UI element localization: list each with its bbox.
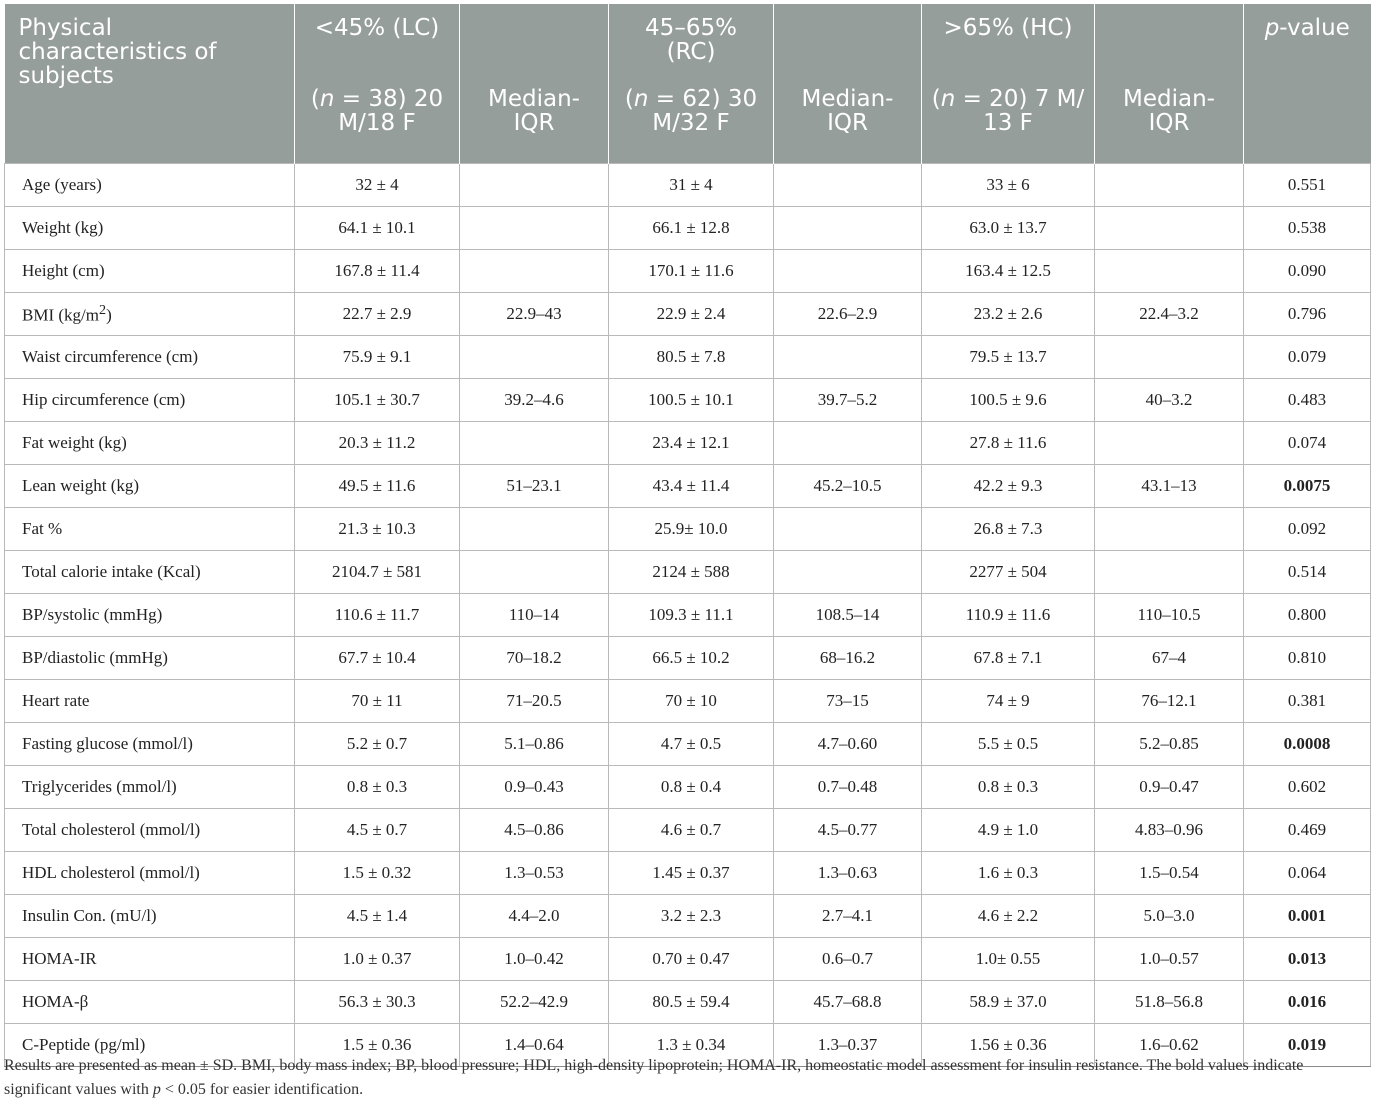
iqr-hc bbox=[1095, 422, 1244, 465]
row-label bbox=[5, 164, 295, 207]
row-label bbox=[5, 336, 295, 379]
table-row bbox=[5, 293, 1371, 336]
iqr-lc: 71–20.5 bbox=[460, 680, 609, 723]
header-blank-hc bbox=[1095, 4, 1244, 80]
p-value: 0.810 bbox=[1244, 637, 1371, 680]
value-lc: 110.6 ± 11.7 bbox=[295, 594, 460, 637]
row-label bbox=[5, 680, 295, 723]
header-blank-lc bbox=[460, 4, 609, 80]
table-row bbox=[5, 336, 1371, 379]
row-label-text: Lean weight (kg) bbox=[22, 476, 140, 495]
value-rc: 100.5 ± 10.1 bbox=[609, 379, 774, 422]
value-rc: 66.1 ± 12.8 bbox=[609, 207, 774, 250]
value-rc: 70 ± 10 bbox=[609, 680, 774, 723]
value-lc: 105.1 ± 30.7 bbox=[295, 379, 460, 422]
iqr-hc: 1.0–0.57 bbox=[1095, 938, 1244, 981]
value-hc: 1.56 ± 0.36 bbox=[922, 1024, 1095, 1067]
header-characteristics: Physical characteristics of subjects bbox=[5, 4, 295, 164]
row-label-text: HOMA-IR bbox=[22, 949, 97, 968]
value-lc: 21.3 ± 10.3 bbox=[295, 508, 460, 551]
header-median-lc: Median-IQR bbox=[460, 80, 609, 164]
value-lc: 4.5 ± 0.7 bbox=[295, 809, 460, 852]
iqr-rc: 22.6–2.9 bbox=[774, 293, 922, 336]
row-label bbox=[5, 895, 295, 938]
table-header bbox=[5, 4, 1371, 164]
header-group-lc: <45% (LC) bbox=[295, 4, 460, 80]
table-body bbox=[5, 164, 1371, 1067]
value-lc: 64.1 ± 10.1 bbox=[295, 207, 460, 250]
p-value: 0.796 bbox=[1244, 293, 1371, 336]
value-lc: 32 ± 4 bbox=[295, 164, 460, 207]
iqr-hc: 5.0–3.0 bbox=[1095, 895, 1244, 938]
row-label-text: HDL cholesterol (mmol/l) bbox=[22, 863, 200, 882]
value-hc: 1.6 ± 0.3 bbox=[922, 852, 1095, 895]
header-pvalue-italic: p bbox=[1264, 15, 1280, 41]
row-label-text: Hip circumference (cm) bbox=[22, 390, 186, 409]
header-n-lc bbox=[295, 80, 460, 164]
table-row bbox=[5, 852, 1371, 895]
iqr-rc bbox=[774, 250, 922, 293]
iqr-hc bbox=[1095, 508, 1244, 551]
row-label-text: Waist circumference (cm) bbox=[22, 347, 199, 366]
iqr-rc: 45.7–68.8 bbox=[774, 981, 922, 1024]
p-value: 0.602 bbox=[1244, 766, 1371, 809]
value-rc: 1.45 ± 0.37 bbox=[609, 852, 774, 895]
iqr-hc bbox=[1095, 207, 1244, 250]
iqr-rc: 4.7–0.60 bbox=[774, 723, 922, 766]
table-row bbox=[5, 981, 1371, 1024]
iqr-hc: 5.2–0.85 bbox=[1095, 723, 1244, 766]
header-pvalue bbox=[1244, 4, 1371, 164]
row-label bbox=[5, 551, 295, 594]
n-rest: = 20) 7 M/ 13 F bbox=[955, 86, 1085, 136]
row-label bbox=[5, 250, 295, 293]
iqr-lc: 4.4–2.0 bbox=[460, 895, 609, 938]
iqr-hc bbox=[1095, 551, 1244, 594]
value-lc: 67.7 ± 10.4 bbox=[295, 637, 460, 680]
table-row bbox=[5, 895, 1371, 938]
row-label-text: BMI (kg/m bbox=[22, 305, 99, 325]
value-lc: 1.5 ± 0.36 bbox=[295, 1024, 460, 1067]
value-rc: 0.8 ± 0.4 bbox=[609, 766, 774, 809]
iqr-rc: 1.3–0.63 bbox=[774, 852, 922, 895]
p-value: 0.092 bbox=[1244, 508, 1371, 551]
row-label bbox=[5, 293, 295, 336]
iqr-rc: 73–15 bbox=[774, 680, 922, 723]
row-label bbox=[5, 809, 295, 852]
table-row bbox=[5, 422, 1371, 465]
value-lc: 56.3 ± 30.3 bbox=[295, 981, 460, 1024]
p-value: 0.019 bbox=[1244, 1024, 1371, 1067]
table-row bbox=[5, 164, 1371, 207]
table-row bbox=[5, 465, 1371, 508]
table-row bbox=[5, 207, 1371, 250]
n-open: ( bbox=[310, 86, 320, 112]
iqr-rc bbox=[774, 207, 922, 250]
iqr-hc bbox=[1095, 164, 1244, 207]
iqr-hc: 4.83–0.96 bbox=[1095, 809, 1244, 852]
iqr-hc: 0.9–0.47 bbox=[1095, 766, 1244, 809]
value-rc: 0.70 ± 0.47 bbox=[609, 938, 774, 981]
iqr-rc: 1.3–0.37 bbox=[774, 1024, 922, 1067]
value-lc: 2104.7 ± 581 bbox=[295, 551, 460, 594]
iqr-rc bbox=[774, 508, 922, 551]
value-lc: 70 ± 11 bbox=[295, 680, 460, 723]
p-value: 0.800 bbox=[1244, 594, 1371, 637]
table-row bbox=[5, 637, 1371, 680]
iqr-rc bbox=[774, 164, 922, 207]
value-rc: 43.4 ± 11.4 bbox=[609, 465, 774, 508]
table-row bbox=[5, 680, 1371, 723]
iqr-hc: 40–3.2 bbox=[1095, 379, 1244, 422]
p-value: 0.0008 bbox=[1244, 723, 1371, 766]
row-label-text: Weight (kg) bbox=[22, 218, 104, 237]
iqr-lc bbox=[460, 250, 609, 293]
n-italic: n bbox=[940, 86, 956, 112]
row-label bbox=[5, 207, 295, 250]
p-value: 0.090 bbox=[1244, 250, 1371, 293]
n-rest: = 38) 20 M/18 F bbox=[334, 86, 444, 136]
row-label-text: Insulin Con. (mU/l) bbox=[22, 906, 157, 925]
row-label bbox=[5, 594, 295, 637]
row-label bbox=[5, 766, 295, 809]
value-lc: 5.2 ± 0.7 bbox=[295, 723, 460, 766]
value-lc: 4.5 ± 1.4 bbox=[295, 895, 460, 938]
iqr-hc bbox=[1095, 336, 1244, 379]
value-hc: 1.0± 0.55 bbox=[922, 938, 1095, 981]
iqr-lc: 39.2–4.6 bbox=[460, 379, 609, 422]
row-label bbox=[5, 938, 295, 981]
p-value: 0.001 bbox=[1244, 895, 1371, 938]
row-label-text: Triglycerides (mmol/l) bbox=[22, 777, 177, 796]
header-median-hc: Median-IQR bbox=[1095, 80, 1244, 164]
n-open: ( bbox=[624, 86, 634, 112]
row-label-text: Fat weight (kg) bbox=[22, 433, 127, 452]
value-lc: 49.5 ± 11.6 bbox=[295, 465, 460, 508]
row-label bbox=[5, 508, 295, 551]
iqr-hc: 22.4–3.2 bbox=[1095, 293, 1244, 336]
value-rc: 170.1 ± 11.6 bbox=[609, 250, 774, 293]
n-italic: n bbox=[633, 86, 649, 112]
footnote-p-italic: p bbox=[152, 1081, 161, 1098]
value-rc: 1.3 ± 0.34 bbox=[609, 1024, 774, 1067]
iqr-lc: 110–14 bbox=[460, 594, 609, 637]
row-label-text: BP/systolic (mmHg) bbox=[22, 605, 163, 624]
value-lc: 1.5 ± 0.32 bbox=[295, 852, 460, 895]
value-hc: 5.5 ± 0.5 bbox=[922, 723, 1095, 766]
iqr-rc bbox=[774, 422, 922, 465]
value-hc: 163.4 ± 12.5 bbox=[922, 250, 1095, 293]
value-rc: 22.9 ± 2.4 bbox=[609, 293, 774, 336]
table-row bbox=[5, 551, 1371, 594]
row-label bbox=[5, 379, 295, 422]
iqr-rc: 39.7–5.2 bbox=[774, 379, 922, 422]
row-label bbox=[5, 852, 295, 895]
value-rc: 4.6 ± 0.7 bbox=[609, 809, 774, 852]
iqr-rc bbox=[774, 336, 922, 379]
data-table-container bbox=[4, 4, 1370, 1067]
value-hc: 26.8 ± 7.3 bbox=[922, 508, 1095, 551]
n-italic: n bbox=[319, 86, 335, 112]
p-value: 0.551 bbox=[1244, 164, 1371, 207]
footnote-text-2: < 0.05 for easier identification. bbox=[160, 1081, 364, 1098]
iqr-hc: 110–10.5 bbox=[1095, 594, 1244, 637]
value-hc: 23.2 ± 2.6 bbox=[922, 293, 1095, 336]
value-rc: 109.3 ± 11.1 bbox=[609, 594, 774, 637]
iqr-lc bbox=[460, 164, 609, 207]
iqr-lc: 70–18.2 bbox=[460, 637, 609, 680]
value-rc: 80.5 ± 7.8 bbox=[609, 336, 774, 379]
row-label bbox=[5, 422, 295, 465]
iqr-lc: 1.0–0.42 bbox=[460, 938, 609, 981]
row-label bbox=[5, 465, 295, 508]
value-hc: 33 ± 6 bbox=[922, 164, 1095, 207]
p-value: 0.483 bbox=[1244, 379, 1371, 422]
value-hc: 63.0 ± 13.7 bbox=[922, 207, 1095, 250]
table-row bbox=[5, 594, 1371, 637]
iqr-rc: 45.2–10.5 bbox=[774, 465, 922, 508]
iqr-lc bbox=[460, 422, 609, 465]
iqr-lc: 4.5–0.86 bbox=[460, 809, 609, 852]
iqr-lc bbox=[460, 551, 609, 594]
p-value: 0.079 bbox=[1244, 336, 1371, 379]
iqr-lc bbox=[460, 207, 609, 250]
footnote-text-1: Results are presented as mean ± SD. BMI, body mass index; BP, blood pressure; HDL, high-density lipoprotein; HOMA-IR, homeostatic model assessment for insulin resistance. The bold values indicate significant values with bbox=[4, 1057, 1304, 1098]
p-value: 0.0075 bbox=[1244, 465, 1371, 508]
value-lc: 22.7 ± 2.9 bbox=[295, 293, 460, 336]
value-hc: 4.6 ± 2.2 bbox=[922, 895, 1095, 938]
n-open: ( bbox=[931, 86, 941, 112]
row-label-text: Age (years) bbox=[22, 175, 102, 194]
iqr-rc: 4.5–0.77 bbox=[774, 809, 922, 852]
value-hc: 42.2 ± 9.3 bbox=[922, 465, 1095, 508]
value-hc: 79.5 ± 13.7 bbox=[922, 336, 1095, 379]
value-lc: 1.0 ± 0.37 bbox=[295, 938, 460, 981]
p-value: 0.016 bbox=[1244, 981, 1371, 1024]
p-value: 0.064 bbox=[1244, 852, 1371, 895]
value-hc: 74 ± 9 bbox=[922, 680, 1095, 723]
iqr-hc: 1.5–0.54 bbox=[1095, 852, 1244, 895]
value-hc: 100.5 ± 9.6 bbox=[922, 379, 1095, 422]
p-value: 0.469 bbox=[1244, 809, 1371, 852]
iqr-hc: 43.1–13 bbox=[1095, 465, 1244, 508]
iqr-hc: 67–4 bbox=[1095, 637, 1244, 680]
iqr-hc: 51.8–56.8 bbox=[1095, 981, 1244, 1024]
value-rc: 2124 ± 588 bbox=[609, 551, 774, 594]
row-label-tail: ) bbox=[106, 305, 112, 325]
table-row bbox=[5, 938, 1371, 981]
row-label-text: Height (cm) bbox=[22, 261, 105, 280]
table-row bbox=[5, 508, 1371, 551]
header-n-rc bbox=[609, 80, 774, 164]
value-hc: 67.8 ± 7.1 bbox=[922, 637, 1095, 680]
iqr-rc: 0.6–0.7 bbox=[774, 938, 922, 981]
iqr-lc: 22.9–43 bbox=[460, 293, 609, 336]
header-group-rc: 45–65% (RC) bbox=[609, 4, 774, 80]
value-rc: 3.2 ± 2.3 bbox=[609, 895, 774, 938]
row-label-text: BP/diastolic (mmHg) bbox=[22, 648, 168, 667]
iqr-lc: 1.3–0.53 bbox=[460, 852, 609, 895]
value-hc: 2277 ± 504 bbox=[922, 551, 1095, 594]
value-rc: 80.5 ± 59.4 bbox=[609, 981, 774, 1024]
iqr-hc bbox=[1095, 250, 1244, 293]
iqr-rc: 2.7–4.1 bbox=[774, 895, 922, 938]
row-label bbox=[5, 981, 295, 1024]
iqr-lc bbox=[460, 336, 609, 379]
iqr-lc: 52.2–42.9 bbox=[460, 981, 609, 1024]
value-hc: 4.9 ± 1.0 bbox=[922, 809, 1095, 852]
value-rc: 25.9± 10.0 bbox=[609, 508, 774, 551]
iqr-lc: 1.4–0.64 bbox=[460, 1024, 609, 1067]
iqr-rc: 68–16.2 bbox=[774, 637, 922, 680]
row-label-text: C-Peptide (pg/ml) bbox=[22, 1035, 146, 1054]
p-value: 0.381 bbox=[1244, 680, 1371, 723]
table-row bbox=[5, 809, 1371, 852]
iqr-rc bbox=[774, 551, 922, 594]
header-group-hc: >65% (HC) bbox=[922, 4, 1095, 80]
value-rc: 23.4 ± 12.1 bbox=[609, 422, 774, 465]
value-hc: 27.8 ± 11.6 bbox=[922, 422, 1095, 465]
value-hc: 0.8 ± 0.3 bbox=[922, 766, 1095, 809]
row-label bbox=[5, 637, 295, 680]
header-median-rc: Median-IQR bbox=[774, 80, 922, 164]
iqr-rc: 108.5–14 bbox=[774, 594, 922, 637]
iqr-lc: 0.9–0.43 bbox=[460, 766, 609, 809]
value-rc: 4.7 ± 0.5 bbox=[609, 723, 774, 766]
row-label-text: Total cholesterol (mmol/l) bbox=[22, 820, 201, 839]
n-rest: = 62) 30 M/32 F bbox=[648, 86, 758, 136]
value-lc: 75.9 ± 9.1 bbox=[295, 336, 460, 379]
value-rc: 31 ± 4 bbox=[609, 164, 774, 207]
iqr-rc: 0.7–0.48 bbox=[774, 766, 922, 809]
row-label-superscript: 2 bbox=[98, 302, 107, 319]
row-label-text: HOMA-β bbox=[22, 992, 89, 1011]
table-row bbox=[5, 250, 1371, 293]
p-value: 0.514 bbox=[1244, 551, 1371, 594]
table-row bbox=[5, 766, 1371, 809]
row-label-text: Fat % bbox=[22, 519, 63, 538]
value-lc: 167.8 ± 11.4 bbox=[295, 250, 460, 293]
header-n-hc bbox=[922, 80, 1095, 164]
table-footnote bbox=[4, 1054, 1370, 1102]
value-hc: 110.9 ± 11.6 bbox=[922, 594, 1095, 637]
iqr-lc: 5.1–0.86 bbox=[460, 723, 609, 766]
p-value: 0.013 bbox=[1244, 938, 1371, 981]
row-label-text: Total calorie intake (Kcal) bbox=[22, 562, 201, 581]
row-label-text: Heart rate bbox=[22, 691, 90, 710]
row-label-text: Fasting glucose (mmol/l) bbox=[22, 734, 193, 753]
iqr-lc: 51–23.1 bbox=[460, 465, 609, 508]
characteristics-table bbox=[4, 4, 1371, 1067]
header-pvalue-rest: -value bbox=[1279, 15, 1350, 41]
table-row bbox=[5, 379, 1371, 422]
value-lc: 20.3 ± 11.2 bbox=[295, 422, 460, 465]
iqr-lc bbox=[460, 508, 609, 551]
p-value: 0.074 bbox=[1244, 422, 1371, 465]
header-blank-rc bbox=[774, 4, 922, 80]
row-label bbox=[5, 723, 295, 766]
table-row bbox=[5, 723, 1371, 766]
value-hc: 58.9 ± 37.0 bbox=[922, 981, 1095, 1024]
iqr-hc: 76–12.1 bbox=[1095, 680, 1244, 723]
p-value: 0.538 bbox=[1244, 207, 1371, 250]
value-lc: 0.8 ± 0.3 bbox=[295, 766, 460, 809]
value-rc: 66.5 ± 10.2 bbox=[609, 637, 774, 680]
iqr-hc: 1.6–0.62 bbox=[1095, 1024, 1244, 1067]
